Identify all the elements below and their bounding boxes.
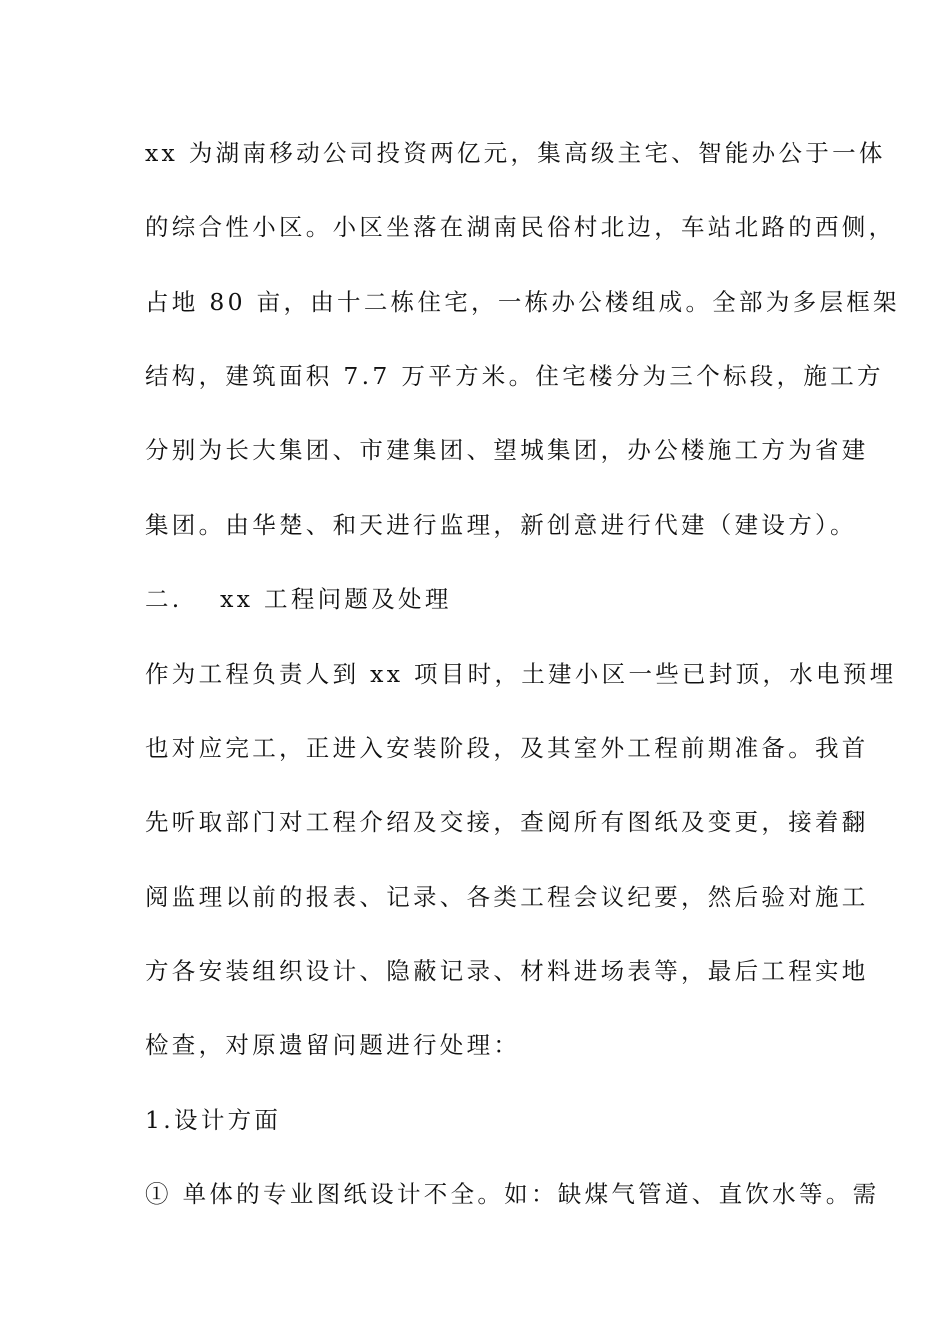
paragraph-line: 占地 80 亩，由十二栋住宅，一栋办公楼组成。全部为多层框架 bbox=[145, 288, 900, 316]
section-heading: 二. xx 工程问题及处理 bbox=[145, 585, 452, 613]
paragraph-line: 检查，对原遗留问题进行处理： bbox=[145, 1031, 521, 1059]
paragraph-line: 阅监理以前的报表、记录、各类工程会议纪要，然后验对施工 bbox=[145, 883, 869, 911]
subsection-heading: 1.设计方面 bbox=[145, 1106, 282, 1134]
paragraph-line: 也对应完工，正进入安装阶段，及其室外工程前期准备。我首 bbox=[145, 734, 869, 762]
paragraph-line: 先听取部门对工程介绍及交接，查阅所有图纸及变更，接着翻 bbox=[145, 808, 869, 836]
paragraph-line: 结构，建筑面积 7.7 万平方米。住宅楼分为三个标段，施工方 bbox=[145, 362, 884, 390]
paragraph-line: 方各安装组织设计、隐蔽记录、材料进场表等，最后工程实地 bbox=[145, 957, 869, 985]
list-item: ① 单体的专业图纸设计不全。如：缺煤气管道、直饮水等。需 bbox=[145, 1180, 880, 1208]
paragraph-line: xx 为湖南移动公司投资两亿元，集高级主宅、智能办公于一体 bbox=[145, 139, 886, 167]
paragraph-line: 分别为长大集团、市建集团、望城集团，办公楼施工方为省建 bbox=[145, 436, 869, 464]
paragraph-line: 的综合性小区。小区坐落在湖南民俗村北边，车站北路的西侧， bbox=[145, 213, 896, 241]
paragraph-line: 集团。由华楚、和天进行监理，新创意进行代建（建设方）。 bbox=[145, 511, 857, 539]
paragraph-line: 作为工程负责人到 xx 项目时，土建小区一些已封顶，水电预埋 bbox=[145, 660, 897, 688]
